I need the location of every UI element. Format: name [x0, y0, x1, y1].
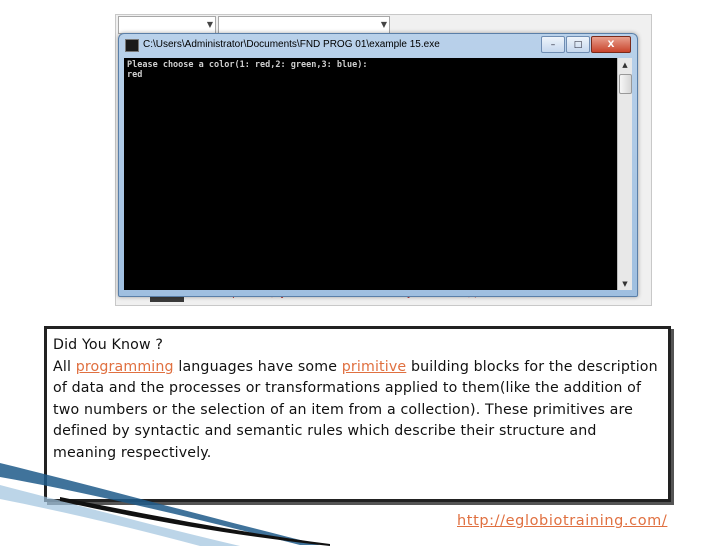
did-you-know-text — [53, 335, 662, 464]
chevron-down-icon: ▼ — [206, 20, 213, 29]
console-line: red — [127, 70, 143, 80]
ide-dropdown-left[interactable] — [118, 16, 216, 34]
text-mid: languages have some — [173, 358, 342, 375]
console-title: C:\Users\Administrator\Documents\FND PROG 01\example 15.exe — [143, 39, 440, 50]
console-window[interactable] — [118, 33, 638, 297]
text-post: building blocks for the description of data and the processes or transformations applied to them(like the addition of two numbers or the selection of an item from a collection). These primitives are defined by syntactic and semantic rules which describe their structure and meaning respectively. — [53, 358, 658, 461]
chevron-down-icon: ▼ — [380, 20, 387, 29]
did-you-know-heading: Did You Know ? — [53, 337, 164, 353]
decorative-swoosh — [0, 455, 330, 546]
scroll-up-icon[interactable]: ▲ — [622, 60, 628, 69]
maximize-icon: □ — [573, 39, 583, 50]
close-button[interactable] — [591, 36, 631, 53]
console-app-icon — [125, 39, 139, 52]
programming-link[interactable]: programming — [75, 358, 174, 375]
primitive-link[interactable]: primitive — [341, 358, 407, 375]
minimize-button[interactable] — [541, 36, 565, 53]
console-scrollbar[interactable] — [617, 58, 632, 290]
close-icon: X — [607, 39, 615, 50]
ide-dropdown-right[interactable] — [218, 16, 390, 34]
minimize-icon: – — [550, 39, 556, 50]
console-output-area[interactable] — [124, 58, 617, 290]
text-pre: All — [53, 358, 76, 375]
console-line: Please choose a color(1: red,2: green,3: blue): — [127, 60, 368, 70]
console-titlebar[interactable] — [119, 34, 637, 56]
maximize-button[interactable] — [566, 36, 590, 53]
scroll-down-icon[interactable]: ▼ — [622, 279, 628, 288]
scroll-thumb[interactable] — [619, 74, 632, 94]
console-output — [127, 60, 368, 80]
footer-url-link[interactable]: http://eglobiotraining.com/ — [457, 513, 668, 529]
